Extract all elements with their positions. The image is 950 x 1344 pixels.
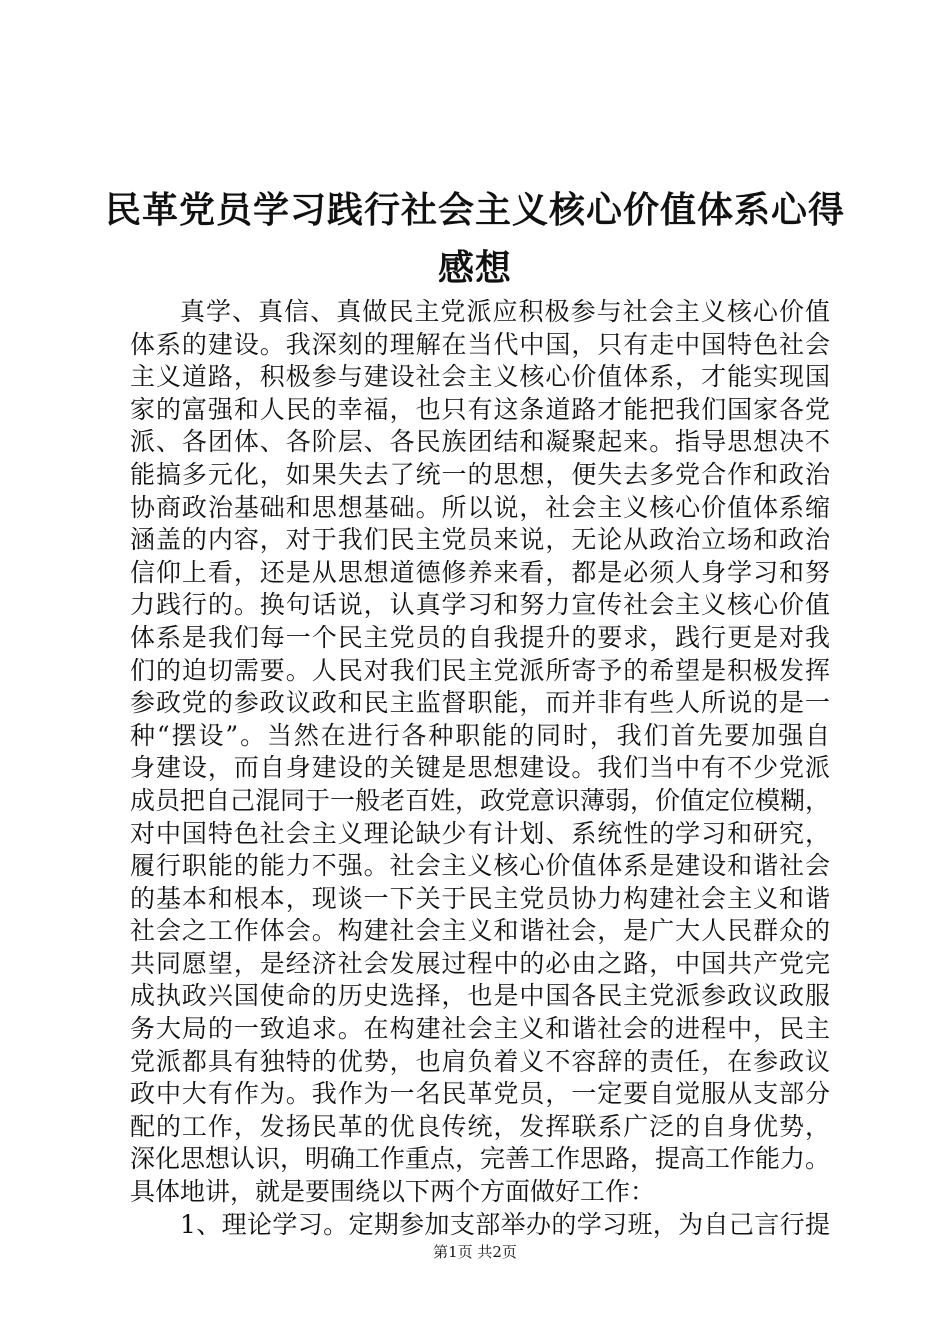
body-line: 的基本和根本，现谈一下关于民主党员协力构建社会主义和谐 xyxy=(130,883,830,913)
body-line: 体系是我们每一个民主党员的自我提升的要求，践行更是对我 xyxy=(130,622,830,652)
body-line: 体系的建设。我深刻的理解在当代中国，只有走中国特色社会 xyxy=(130,329,830,359)
body-line: 家的富强和人民的幸福，也只有这条道路才能把我们国家各党 xyxy=(130,394,830,424)
body-line: 党派都具有独特的优势，也肩负着义不容辞的责任，在参政议 xyxy=(130,1046,830,1076)
body-line: 社会之工作体会。构建社会主义和谐社会，是广大人民群众的 xyxy=(130,916,830,946)
body-line: 具体地讲，就是要围绕以下两个方面做好工作： xyxy=(130,1177,656,1207)
body-line: 配的工作，发扬民革的优良传统，发挥联系广泛的自身优势， xyxy=(130,1111,830,1141)
body-line: 成员把自己混同于一般老百姓，政党意识薄弱，价值定位模糊， xyxy=(130,785,831,815)
body-line: 参政党的参政议政和民主监督职能，而并非有些人所说的是一 xyxy=(130,688,830,718)
document-body xyxy=(130,296,830,1241)
document-title-line-1: 民革党员学习践行社会主义核心价值体系心得 xyxy=(104,189,845,231)
body-line: 派、各团体、各阶层、各民族团结和凝聚起来。指导思想决不 xyxy=(130,427,830,457)
body-line: 务大局的一致追求。在构建社会主义和谐社会的进程中，民主 xyxy=(130,1014,830,1044)
body-line: 履行职能的能力不强。社会主义核心价值体系是建设和谐社会 xyxy=(130,851,830,881)
body-line: 共同愿望，是经济社会发展过程中的必由之路，中国共产党完 xyxy=(130,948,830,978)
page-number-footer: 第1页 共2页 xyxy=(433,1243,517,1261)
body-line: 力践行的。换句话说，认真学习和努力宣传社会主义核心价值 xyxy=(130,590,830,620)
body-line: 种“摆设”。当然在进行各种职能的同时，我们首先要加强自 xyxy=(130,720,830,750)
body-line: 1、理论学习。定期参加支部举办的学习班，为自己言行提 xyxy=(180,1209,830,1239)
body-line: 主义道路，积极参与建设社会主义核心价值体系，才能实现国 xyxy=(130,362,830,392)
body-line: 协商政治基础和思想基础。所以说，社会主义核心价值体系缩 xyxy=(130,492,830,522)
body-line: 成执政兴国使命的历史选择，也是中国各民主党派参政议政服 xyxy=(130,981,830,1011)
body-line: 能搞多元化，如果失去了统一的思想，便失去多党合作和政治 xyxy=(130,459,830,489)
body-line: 涵盖的内容，对于我们民主党员来说，无论从政治立场和政治 xyxy=(130,525,830,555)
body-line: 政中大有作为。我作为一名民革党员，一定要自觉服从支部分 xyxy=(130,1079,830,1109)
body-line: 深化思想认识，明确工作重点，完善工作思路，提高工作能力。 xyxy=(130,1144,831,1174)
body-line: 身建设，而自身建设的关键是思想建设。我们当中有不少党派 xyxy=(130,753,830,783)
body-line: 对中国特色社会主义理论缺少有计划、系统性的学习和研究， xyxy=(130,818,830,848)
body-line: 信仰上看，还是从思想道德修养来看，都是必须人身学习和努 xyxy=(130,557,830,587)
body-line: 们的迫切需要。人民对我们民主党派所寄予的希望是积极发挥 xyxy=(130,655,830,685)
body-line: 真学、真信、真做民主党派应积极参与社会主义核心价值 xyxy=(180,297,830,326)
document-title-line-2: 感想 xyxy=(437,247,512,289)
